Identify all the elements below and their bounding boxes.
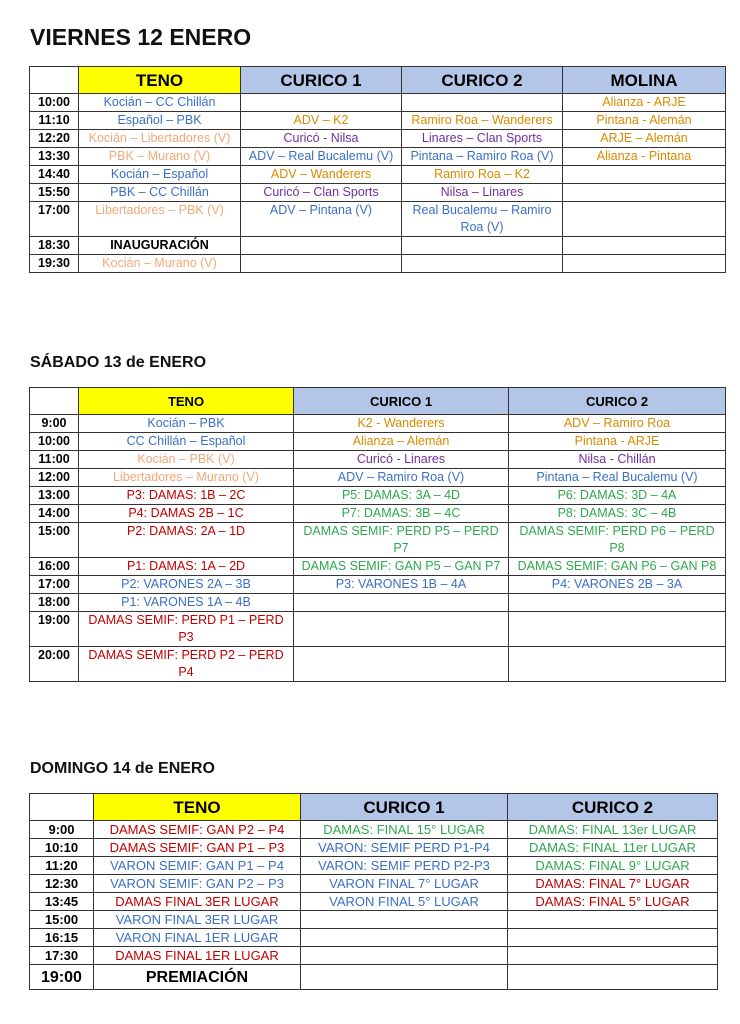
match-cell bbox=[508, 911, 718, 929]
schedule-row bbox=[30, 821, 718, 839]
match-cell: PBK – CC Chillán bbox=[79, 184, 241, 202]
match-cell: DAMAS SEMIF: GAN P2 – P4 bbox=[94, 821, 301, 839]
match-cell: DAMAS SEMIF: PERD P1 – PERD P3 bbox=[79, 612, 294, 647]
match-cell: Ramiro Roa – Wanderers bbox=[402, 112, 563, 130]
column-header-curico2: CURICO 2 bbox=[508, 794, 718, 821]
time-cell: 15:00 bbox=[30, 911, 94, 929]
match-cell: Nilsa - Chillán bbox=[509, 451, 726, 469]
time-cell: 17:30 bbox=[30, 947, 94, 965]
schedule-row bbox=[30, 451, 726, 469]
schedule-table-day2 bbox=[29, 387, 726, 682]
match-cell bbox=[563, 202, 726, 237]
match-cell bbox=[294, 647, 509, 682]
column-header-curico2: CURICO 2 bbox=[509, 388, 726, 415]
time-cell: 19:00 bbox=[30, 965, 94, 990]
match-cell: P5: DAMAS: 3A – 4D bbox=[294, 487, 509, 505]
time-cell: 10:00 bbox=[30, 94, 79, 112]
column-header-molina: MOLINA bbox=[563, 67, 726, 94]
match-cell: VARON SEMIF: GAN P2 – P3 bbox=[94, 875, 301, 893]
match-cell bbox=[241, 255, 402, 273]
match-cell: Ramiro Roa – K2 bbox=[402, 166, 563, 184]
match-cell bbox=[301, 965, 508, 990]
match-cell: ADV – Ramiro Roa (V) bbox=[294, 469, 509, 487]
time-cell: 14:40 bbox=[30, 166, 79, 184]
match-cell: DAMAS SEMIF: PERD P6 – PERD P8 bbox=[509, 523, 726, 558]
match-cell bbox=[241, 94, 402, 112]
match-cell: K2 - Wanderers bbox=[294, 415, 509, 433]
match-cell: VARON FINAL 5° LUGAR bbox=[301, 893, 508, 911]
match-cell: P8: DAMAS: 3C – 4B bbox=[509, 505, 726, 523]
time-cell: 11:20 bbox=[30, 857, 94, 875]
match-cell: P6: DAMAS: 3D – 4A bbox=[509, 487, 726, 505]
match-cell: DAMAS: FINAL 11er LUGAR bbox=[508, 839, 718, 857]
schedule-table-day3 bbox=[29, 793, 718, 990]
match-cell: DAMAS: FINAL 15° LUGAR bbox=[301, 821, 508, 839]
match-cell: DAMAS SEMIF: GAN P6 – GAN P8 bbox=[509, 558, 726, 576]
match-cell: P2: DAMAS: 2A – 1D bbox=[79, 523, 294, 558]
match-cell bbox=[563, 237, 726, 255]
schedule-row bbox=[30, 255, 726, 273]
day1-title: VIERNES 12 ENERO bbox=[30, 24, 252, 50]
schedule-row bbox=[30, 523, 726, 558]
match-cell: Kocián – PBK bbox=[79, 415, 294, 433]
match-cell: P3: VARONES 1B – 4A bbox=[294, 576, 509, 594]
schedule-row bbox=[30, 487, 726, 505]
match-cell: ADV – Real Bucalemu (V) bbox=[241, 148, 402, 166]
match-cell bbox=[509, 612, 726, 647]
time-cell: 15:00 bbox=[30, 523, 79, 558]
match-cell bbox=[241, 237, 402, 255]
match-cell: DAMAS SEMIF: PERD P5 – PERD P7 bbox=[294, 523, 509, 558]
match-cell: Curicó - Nilsa bbox=[241, 130, 402, 148]
schedule-row bbox=[30, 911, 718, 929]
match-cell bbox=[563, 255, 726, 273]
match-cell: DAMAS FINAL 1ER LUGAR bbox=[94, 947, 301, 965]
match-cell bbox=[509, 594, 726, 612]
match-cell: DAMAS: FINAL 13er LUGAR bbox=[508, 821, 718, 839]
match-cell: Curicó – Clan Sports bbox=[241, 184, 402, 202]
schedule-row bbox=[30, 433, 726, 451]
match-cell: Kocián – Murano (V) bbox=[79, 255, 241, 273]
match-cell: Pintana – Ramiro Roa (V) bbox=[402, 148, 563, 166]
time-cell: 10:10 bbox=[30, 839, 94, 857]
match-cell: P4: VARONES 2B – 3A bbox=[509, 576, 726, 594]
match-cell: Kocián – Español bbox=[79, 166, 241, 184]
match-cell: VARON FINAL 7° LUGAR bbox=[301, 875, 508, 893]
time-cell: 20:00 bbox=[30, 647, 79, 682]
column-header-teno: TENO bbox=[79, 388, 294, 415]
match-cell: Alianza - Pintana bbox=[563, 148, 726, 166]
match-cell: P2: VARONES 2A – 3B bbox=[79, 576, 294, 594]
match-cell: Kocián – PBK (V) bbox=[79, 451, 294, 469]
match-cell: P4: DAMAS 2B – 1C bbox=[79, 505, 294, 523]
time-cell: 13:00 bbox=[30, 487, 79, 505]
match-cell: P1: DAMAS: 1A – 2D bbox=[79, 558, 294, 576]
schedule-row bbox=[30, 576, 726, 594]
match-cell bbox=[563, 166, 726, 184]
match-cell: Kocián – CC Chillán bbox=[79, 94, 241, 112]
match-cell: DAMAS: FINAL 5° LUGAR bbox=[508, 893, 718, 911]
time-cell: 9:00 bbox=[30, 415, 79, 433]
schedule-row bbox=[30, 647, 726, 682]
column-header-curico1: CURICO 1 bbox=[241, 67, 402, 94]
schedule-row bbox=[30, 469, 726, 487]
match-cell: Kocián – Libertadores (V) bbox=[79, 130, 241, 148]
match-cell bbox=[294, 594, 509, 612]
match-cell bbox=[301, 929, 508, 947]
time-cell: 10:00 bbox=[30, 433, 79, 451]
corner-cell bbox=[30, 388, 79, 415]
schedule-row bbox=[30, 558, 726, 576]
time-cell: 11:10 bbox=[30, 112, 79, 130]
match-cell: Alianza – Alemán bbox=[294, 433, 509, 451]
schedule-table-day1 bbox=[29, 66, 726, 273]
corner-cell bbox=[30, 794, 94, 821]
schedule-row bbox=[30, 148, 726, 166]
time-cell: 9:00 bbox=[30, 821, 94, 839]
column-header-curico1: CURICO 1 bbox=[301, 794, 508, 821]
time-cell: 16:15 bbox=[30, 929, 94, 947]
time-cell: 18:30 bbox=[30, 237, 79, 255]
schedule-row bbox=[30, 594, 726, 612]
schedule-row bbox=[30, 112, 726, 130]
match-cell bbox=[508, 929, 718, 947]
match-cell: Linares – Clan Sports bbox=[402, 130, 563, 148]
schedule-row bbox=[30, 202, 726, 237]
match-cell: ARJE – Alemán bbox=[563, 130, 726, 148]
match-cell bbox=[301, 947, 508, 965]
match-cell: ADV – Ramiro Roa bbox=[509, 415, 726, 433]
column-header-curico2: CURICO 2 bbox=[402, 67, 563, 94]
schedule-row bbox=[30, 965, 718, 990]
schedule-row bbox=[30, 130, 726, 148]
schedule-row bbox=[30, 184, 726, 202]
time-cell: 19:00 bbox=[30, 612, 79, 647]
match-cell: Libertadores – PBK (V) bbox=[79, 202, 241, 237]
match-cell: Pintana – Real Bucalemu (V) bbox=[509, 469, 726, 487]
corner-cell bbox=[30, 67, 79, 94]
match-cell: PBK – Murano (V) bbox=[79, 148, 241, 166]
match-cell bbox=[509, 647, 726, 682]
schedule-row bbox=[30, 505, 726, 523]
match-cell: VARON: SEMIF PERD P1-P4 bbox=[301, 839, 508, 857]
match-cell: VARON FINAL 3ER LUGAR bbox=[94, 911, 301, 929]
match-cell: Pintana - ARJE bbox=[509, 433, 726, 451]
time-cell: 13:30 bbox=[30, 148, 79, 166]
day3-title: DOMINGO 14 de ENERO bbox=[30, 760, 215, 777]
match-cell: Español – PBK bbox=[79, 112, 241, 130]
match-cell bbox=[402, 237, 563, 255]
schedule-row bbox=[30, 929, 718, 947]
match-cell: DAMAS SEMIF: PERD P2 – PERD P4 bbox=[79, 647, 294, 682]
schedule-row bbox=[30, 947, 718, 965]
match-cell: Pintana - Alemán bbox=[563, 112, 726, 130]
match-cell: VARON SEMIF: GAN P1 – P4 bbox=[94, 857, 301, 875]
time-cell: 17:00 bbox=[30, 576, 79, 594]
match-cell: Nilsa – Linares bbox=[402, 184, 563, 202]
schedule-row bbox=[30, 94, 726, 112]
column-header-curico1: CURICO 1 bbox=[294, 388, 509, 415]
match-cell: DAMAS SEMIF: GAN P1 – P3 bbox=[94, 839, 301, 857]
match-cell bbox=[294, 612, 509, 647]
match-cell bbox=[402, 94, 563, 112]
match-cell: P7: DAMAS: 3B – 4C bbox=[294, 505, 509, 523]
match-cell: Alianza - ARJE bbox=[563, 94, 726, 112]
time-cell: 12:30 bbox=[30, 875, 94, 893]
match-cell: DAMAS: FINAL 7° LUGAR bbox=[508, 875, 718, 893]
time-cell: 14:00 bbox=[30, 505, 79, 523]
match-cell: PREMIACIÓN bbox=[94, 965, 301, 990]
time-cell: 12:00 bbox=[30, 469, 79, 487]
match-cell: Libertadores – Murano (V) bbox=[79, 469, 294, 487]
time-cell: 13:45 bbox=[30, 893, 94, 911]
schedule-row bbox=[30, 839, 718, 857]
match-cell: VARON FINAL 1ER LUGAR bbox=[94, 929, 301, 947]
match-cell bbox=[301, 911, 508, 929]
match-cell bbox=[402, 255, 563, 273]
time-cell: 16:00 bbox=[30, 558, 79, 576]
time-cell: 11:00 bbox=[30, 451, 79, 469]
match-cell: VARON: SEMIF PERD P2-P3 bbox=[301, 857, 508, 875]
match-cell: ADV – Pintana (V) bbox=[241, 202, 402, 237]
match-cell: P1: VARONES 1A – 4B bbox=[79, 594, 294, 612]
match-cell: DAMAS SEMIF: GAN P5 – GAN P7 bbox=[294, 558, 509, 576]
match-cell: Real Bucalemu – Ramiro Roa (V) bbox=[402, 202, 563, 237]
time-cell: 15:50 bbox=[30, 184, 79, 202]
match-cell bbox=[563, 184, 726, 202]
match-cell bbox=[508, 947, 718, 965]
match-cell: INAUGURACIÓN bbox=[79, 237, 241, 255]
column-header-teno: TENO bbox=[94, 794, 301, 821]
schedule-row bbox=[30, 415, 726, 433]
match-cell: CC Chillán – Español bbox=[79, 433, 294, 451]
time-cell: 19:30 bbox=[30, 255, 79, 273]
schedule-row bbox=[30, 612, 726, 647]
schedule-row bbox=[30, 857, 718, 875]
time-cell: 17:00 bbox=[30, 202, 79, 237]
column-header-teno: TENO bbox=[79, 67, 241, 94]
schedule-row bbox=[30, 893, 718, 911]
schedule-row bbox=[30, 166, 726, 184]
match-cell: ADV – Wanderers bbox=[241, 166, 402, 184]
match-cell: Curicó - Linares bbox=[294, 451, 509, 469]
match-cell: DAMAS FINAL 3ER LUGAR bbox=[94, 893, 301, 911]
match-cell: P3: DAMAS: 1B – 2C bbox=[79, 487, 294, 505]
time-cell: 18:00 bbox=[30, 594, 79, 612]
match-cell: DAMAS: FINAL 9° LUGAR bbox=[508, 857, 718, 875]
schedule-row bbox=[30, 237, 726, 255]
day2-title: SÁBADO 13 de ENERO bbox=[30, 354, 207, 371]
match-cell bbox=[508, 965, 718, 990]
match-cell: ADV – K2 bbox=[241, 112, 402, 130]
time-cell: 12:20 bbox=[30, 130, 79, 148]
schedule-row bbox=[30, 875, 718, 893]
